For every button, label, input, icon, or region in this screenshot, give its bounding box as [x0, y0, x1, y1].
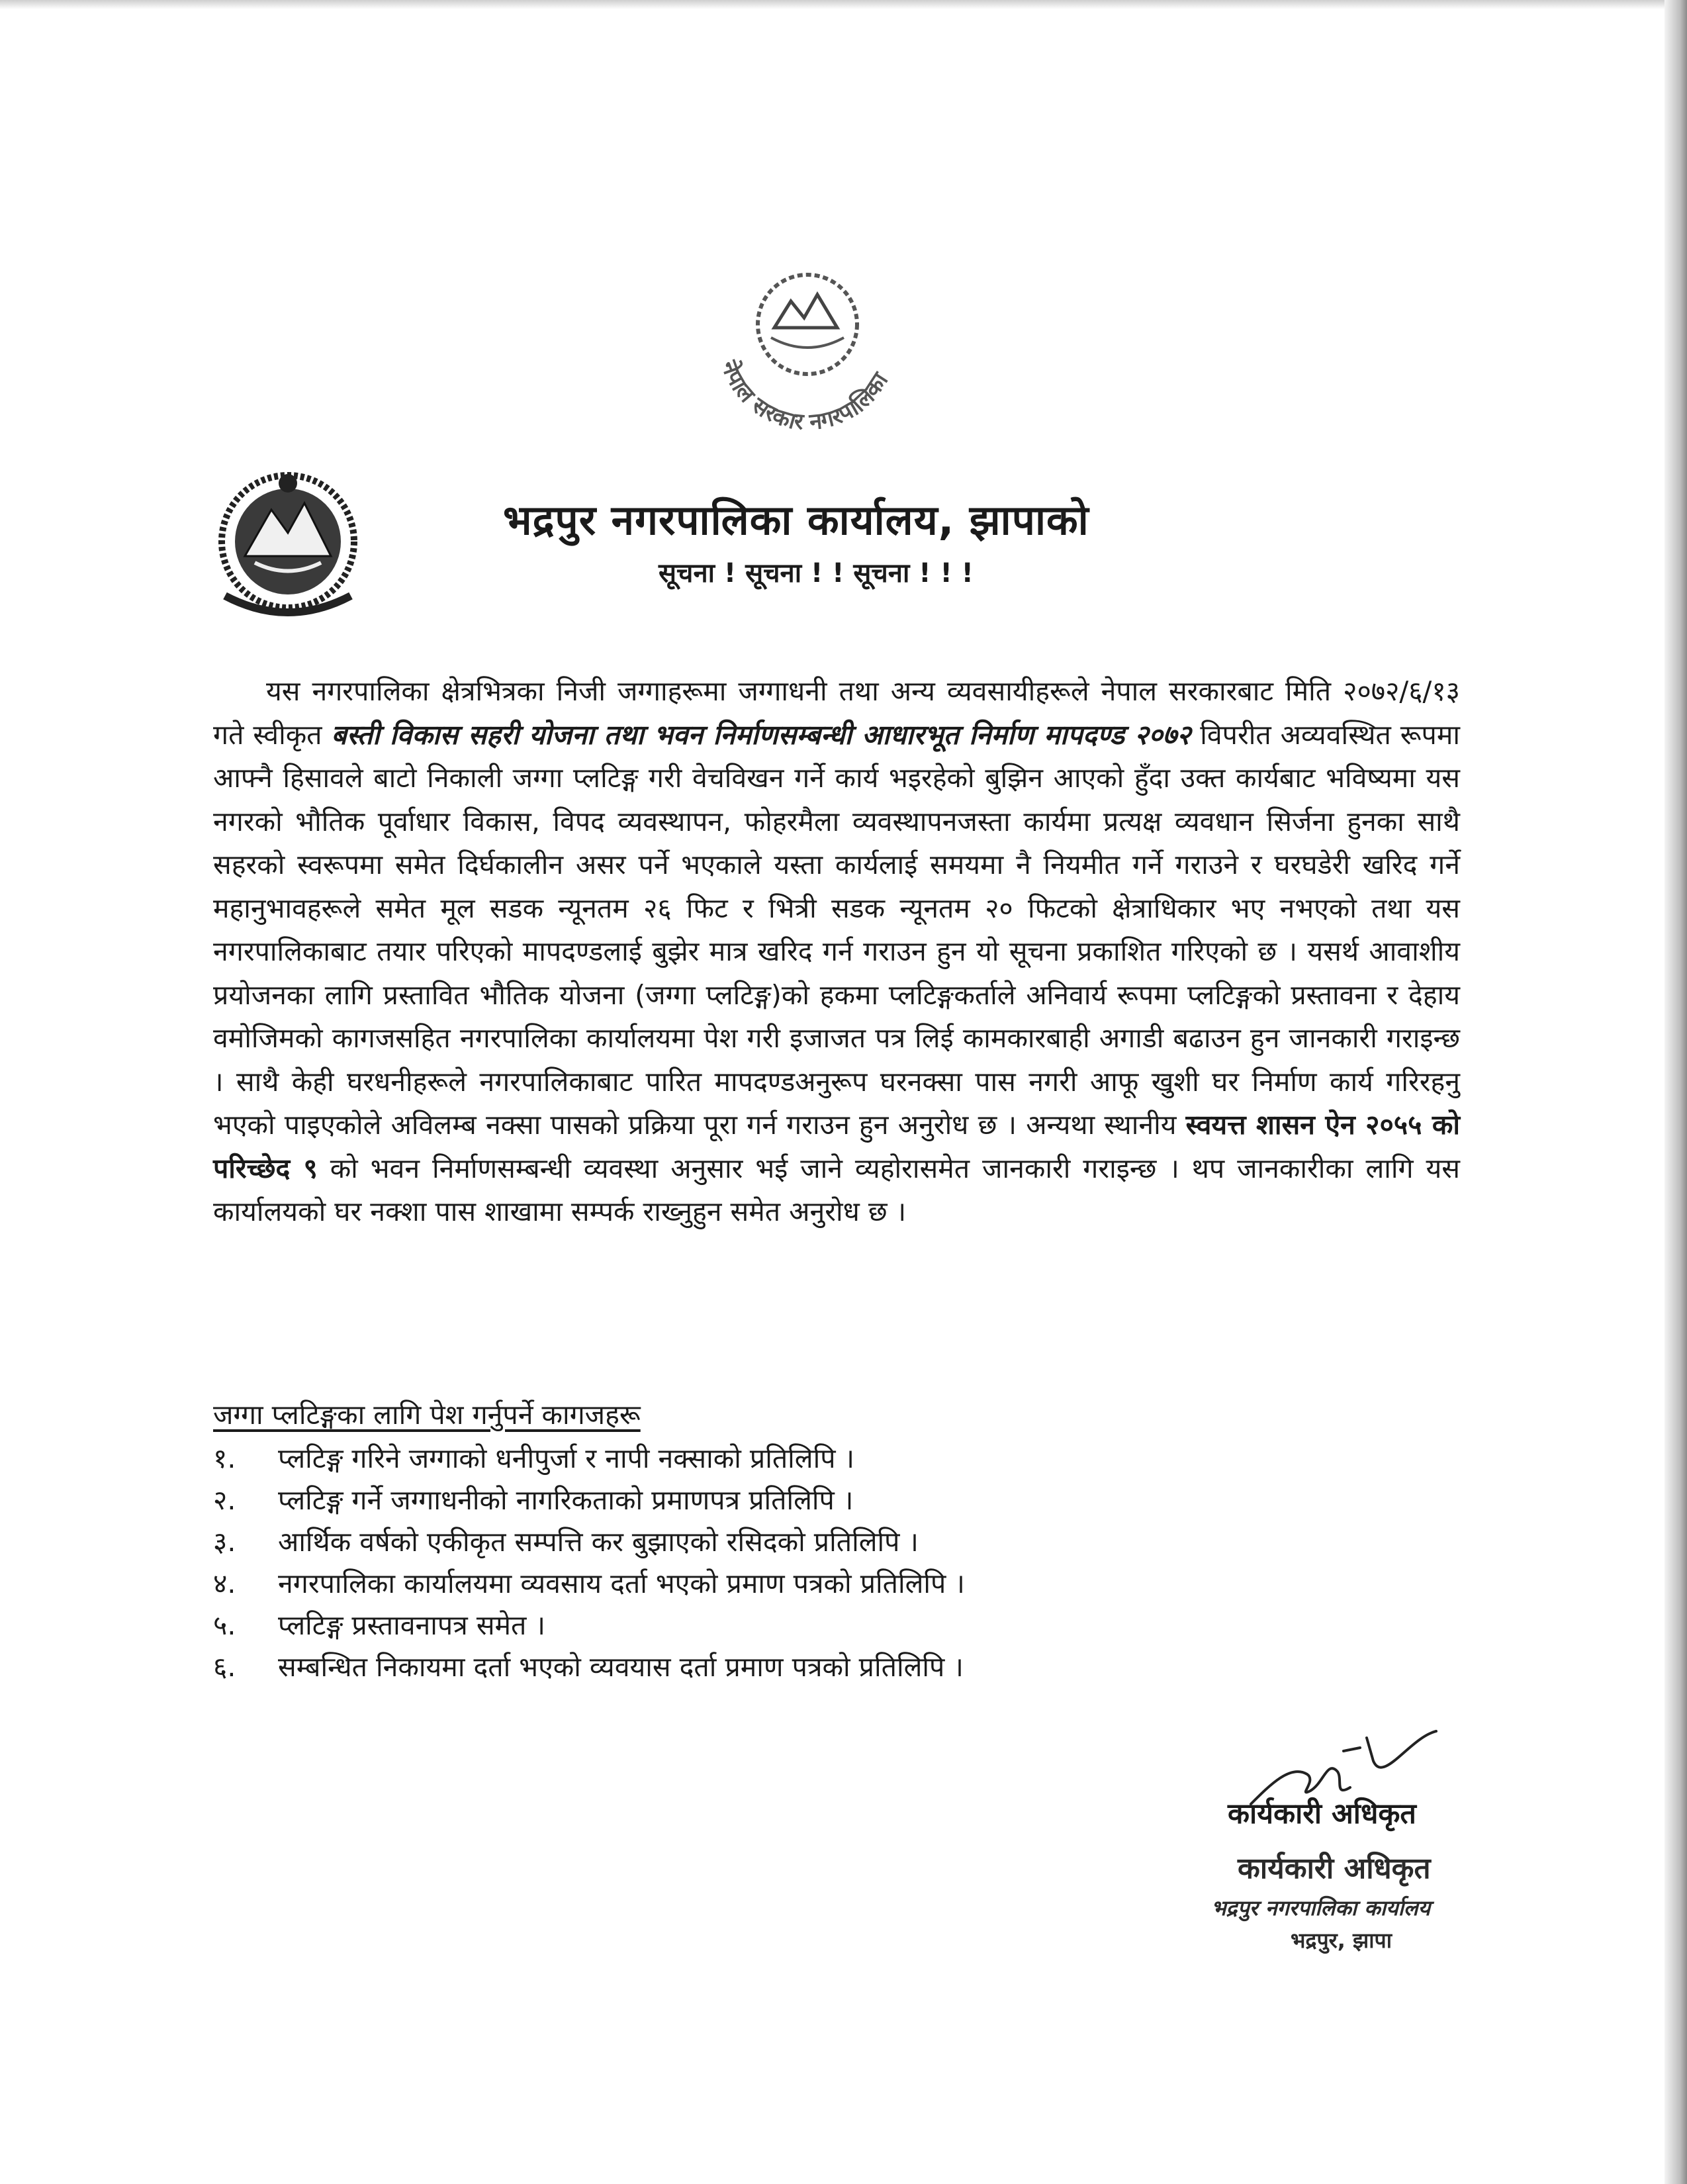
signatory-stamp: [1211, 1847, 1516, 1954]
list-item-number: ४.: [213, 1567, 236, 1599]
list-item: [213, 1603, 1471, 1645]
body-emphasis-standard-title: बस्ती विकास सहरी योजना तथा भवन निर्माणसम्बन्धी आधारभूत निर्माण मापदण्ड २०७२: [331, 718, 1191, 751]
body-text-part-1: यस नगरपालिका क्षेत्रभित्रका निजी जग्गाहरूमा जग्गाधनी तथा अन्य व्यवसायीहरूले नेपाल सरकारबाट मिति २०७२/६/१३ गते स्वीकृत: [213, 675, 1460, 751]
list-item: [213, 1437, 1471, 1478]
body-text-part-3: को भवन निर्माणसम्बन्धी व्यवस्था अनुसार भई जाने व्यहोरासमेत जानकारी गराइन्छ । थप जानकारीका लागि यस कार्यालयको घर नक्शा पास शाखामा सम्पर्क राख्नुहुन समेत अनुरोध छ ।: [213, 1152, 1460, 1227]
list-item-text: प्लटिङ्ग प्रस्तावनापत्र समेत ।: [278, 1609, 545, 1641]
list-item: [213, 1645, 1471, 1687]
office-round-stamp-icon: [682, 265, 933, 490]
office-title: भद्रपुर नगरपालिका कार्यालय, झापाको: [503, 496, 1089, 544]
list-item: [213, 1562, 1471, 1603]
scan-shadow-right: [1664, 0, 1687, 2184]
list-item: [213, 1478, 1471, 1520]
signatory-stamp-title: कार्यकारी अधिकृत: [1238, 1852, 1431, 1885]
list-item-text: नगरपालिका कार्यालयमा व्यवसाय दर्ता भएको प्रमाण पत्रको प्रतिलिपि ।: [278, 1567, 965, 1599]
list-item-number: ५.: [213, 1609, 236, 1641]
signatory-title: कार्यकारी अधिकृत: [1228, 1797, 1416, 1830]
notice-heading: सूचना ! सूचना ! ! सूचना ! ! !: [659, 558, 974, 589]
body-text-part-2: विपरीत अव्यवस्थित रूपमा आफ्नै हिसावले बाटो निकाली जग्गा प्लटिङ्ग गरी वेचविखन गर्ने कार्य भइरहेको बुझिन आएको हुँदा उक्त कार्यबाट भविष्यमा यस नगरको भौतिक पूर्वाधार विकास, विपद व्यवस्थापन, फोहरमैला व्यवस्थापनजस्ता कार्यमा प्रत्यक्ष व्यवधान सिर्जना हुनका साथै सहरको स्वरूपमा समेत दिर्घकालीन असर पर्ने भएकाले यस्ता कार्यलाई समयमा नै नियमीत गर्ने गराउने र घरघडेरी खरिद गर्ने महानुभावहरूले समेत मूल सडक न्यूनतम २६ फिट र भित्री सडक न्यूनतम २० फिटको क्षेत्राधिकार भए नभएको तथा यस नगरपालिकाबाट तयार परिएको मापदण्डलाई बुझेर मात्र खरिद गर्न गराउन हुन यो सूचना प्रकाशित गरिएको छ । यसर्थ आवाशीय प्रयोजनका लागि प्रस्तावित भौतिक योजना (जग्गा प्लटिङ्ग)को हकमा प्लटिङ्गकर्ताले अनिवार्य रूपमा प्लटिङ्गको प्रस्तावना र देहाय वमोजिमको कागजसहित नगरपालिका कार्यालयमा पेश गरी इजाजत पत्र लिई कामकारबाही अगाडी बढाउन हुन जानकारी गराइन्छ । साथै केही घरधनीहरूले नगरपालिकाबाट पारित मापदण्डअनुरूप घरनक्सा पास नगरी आफू खुशी घर निर्माण कार्य गरिरहनु भएको पाइएकोले अविलम्ब नक्सा पासको प्रक्रिया पूरा गर्न गराउन हुन अनुरोध छ । अन्यथा स्थानीय: [213, 718, 1460, 1141]
list-item-number: ६.: [213, 1650, 236, 1683]
nepal-government-emblem-icon: [205, 463, 371, 622]
list-item-number: १.: [213, 1442, 236, 1474]
list-item-text: प्लटिङ्ग गर्ने जग्गाधनीको नागरिकताको प्रमाणपत्र प्रतिलिपि ।: [278, 1484, 854, 1516]
signatory-stamp-location: भद्रपुर, झापा: [1291, 1928, 1392, 1953]
documents-heading: जग्गा प्लटिङ्गका लागि पेश गर्नुपर्ने कागजहरू: [213, 1399, 641, 1431]
svg-text:नेपाल सरकार नगरपालिका कार्याल: [682, 265, 897, 436]
list-item-text: सम्बन्धित निकायमा दर्ता भएको व्यवयास दर्ता प्रमाण पत्रको प्रतिलिपि ।: [278, 1650, 964, 1683]
list-item-number: ३.: [213, 1525, 236, 1558]
notice-body-paragraph: [213, 670, 1460, 1234]
list-item: [213, 1520, 1471, 1562]
list-item-text: आर्थिक वर्षको एकीकृत सम्पत्ति कर बुझाएको रसिदको प्रतिलिपि ।: [278, 1525, 919, 1558]
list-item-text: प्लटिङ्ग गरिने जग्गाको धनीपुर्जा र नापी नक्साको प्रतिलिपि ।: [278, 1442, 855, 1474]
signatory-stamp-office: भद्रपुर नगरपालिका कार्यालय: [1211, 1895, 1431, 1921]
body-bold-act-reference: स्वयत्त शासन ऐन २०५५ को परिच्छेद ९: [213, 1109, 1460, 1184]
scan-shadow-top: [0, 0, 1687, 9]
stamp-ring-text: नेपाल सरकार नगरपालिका: [715, 357, 894, 436]
documents-list: [213, 1437, 1471, 1687]
list-item-number: २.: [213, 1484, 236, 1516]
